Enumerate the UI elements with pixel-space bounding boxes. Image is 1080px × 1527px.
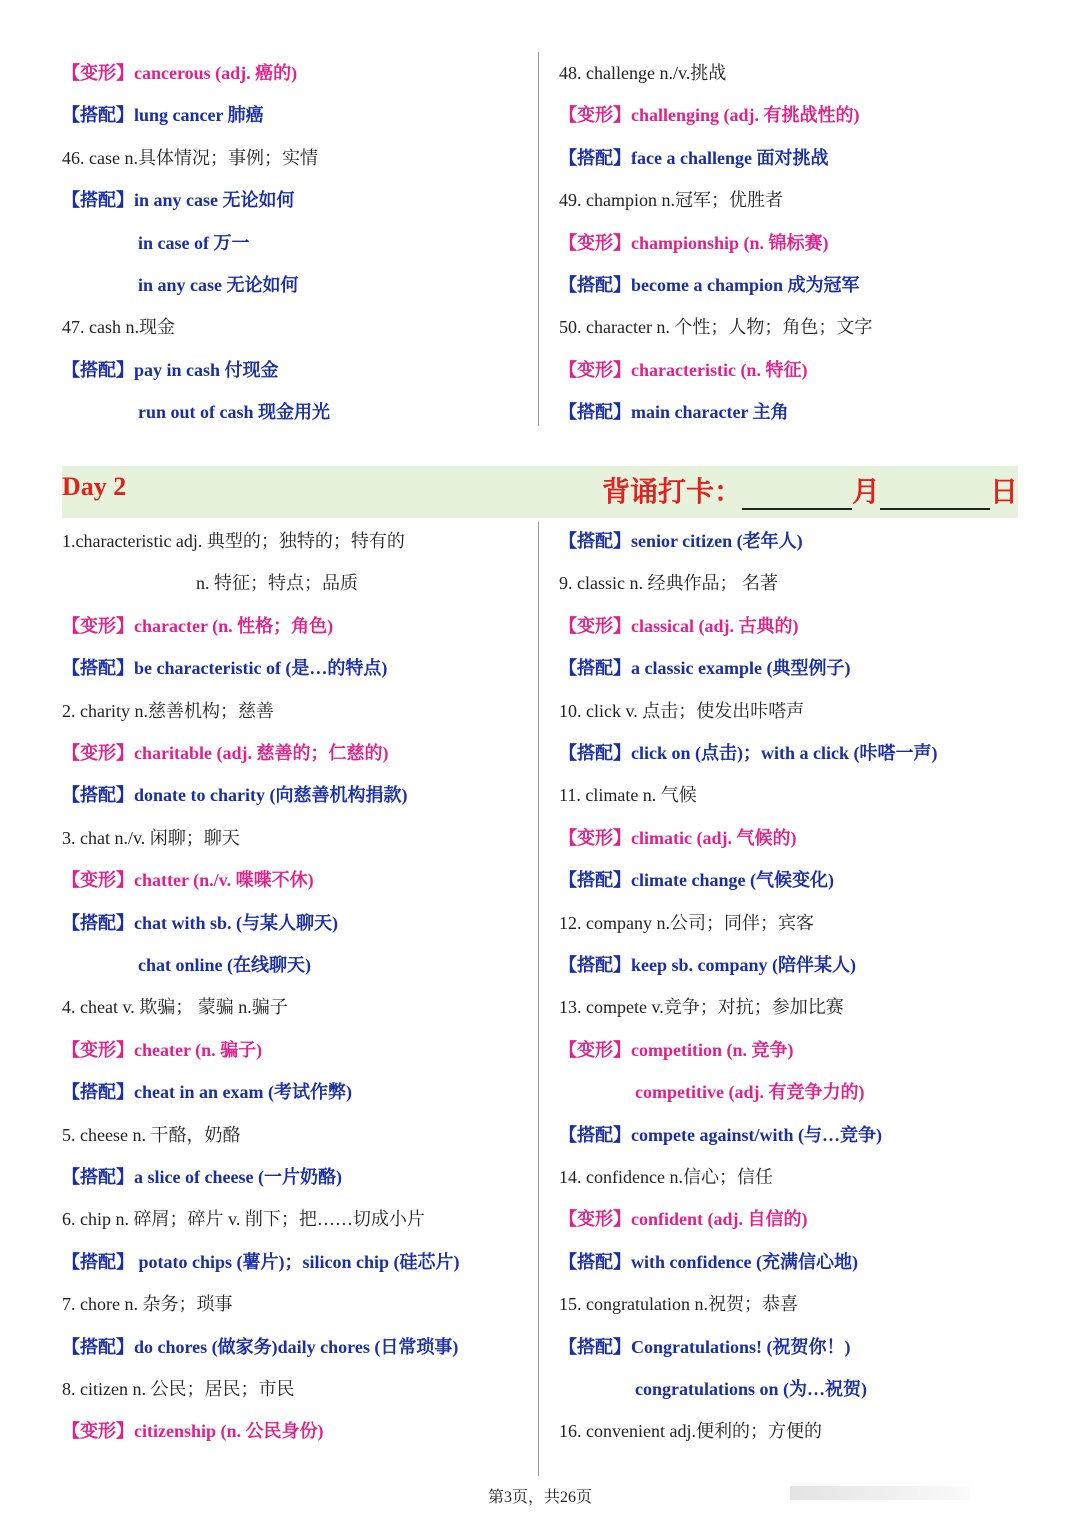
vocab-line: 【搭配】lung cancer 肺癌 <box>62 105 264 126</box>
vocab-line: 15. congratulation n.祝贺；恭喜 <box>559 1294 798 1315</box>
vocab-line: 11. climate n. 气候 <box>559 785 697 806</box>
vocab-line: 【搭配】chat with sb. (与某人聊天) <box>62 912 339 933</box>
vocab-line: 【搭配】with confidence (充满信心地) <box>559 1251 858 1272</box>
day-title: Day 2 <box>62 472 127 501</box>
vocab-line: 【搭配】a classic example (典型例子) <box>559 658 851 679</box>
vocab-line: 【搭配】climate change (气候变化) <box>559 870 834 891</box>
vocab-line: 【搭配】senior citizen (老年人) <box>559 531 803 551</box>
vocab-line: 【变形】chatter (n./v. 喋喋不休) <box>62 870 314 891</box>
vocab-line: 【变形】characteristic (n. 特征) <box>559 359 808 380</box>
checkin-label: 背诵打卡： <box>601 477 742 508</box>
vocab-line: 【搭配】donate to charity (向慈善机构捐款) <box>62 785 408 806</box>
vocab-line: 1.characteristic adj. 典型的；独特的；特有的 <box>62 531 405 551</box>
vocab-line: 【变形】classical (adj. 古典的) <box>559 615 799 636</box>
vocab-line: chat online (在线聊天) <box>138 955 311 975</box>
vocab-line: 47. cash n.现金 <box>62 317 175 338</box>
vocab-line: 【搭配】do chores (做家务)daily chores (日常琐事) <box>62 1336 459 1357</box>
vocab-line: 【搭配】cheat in an exam (考试作弊) <box>62 1082 352 1103</box>
vocab-line: 13. compete v.竞争；对抗；参加比赛 <box>559 997 844 1018</box>
vocab-line: 5. cheese n. 干酪，奶酪 <box>62 1124 241 1145</box>
vocab-line: 【搭配】in any case 无论如何 <box>62 190 295 211</box>
vocab-line: 【变形】cheater (n. 骗子) <box>62 1039 263 1060</box>
vocab-line: 14. confidence n.信心；信任 <box>559 1167 773 1187</box>
vocab-line: n. 特征；特点；品质 <box>196 573 358 594</box>
vocab-line: 【搭配】click on (点击)；with a click (咔嗒一声) <box>559 743 938 763</box>
vocab-line: 12. company n.公司；同伴；宾客 <box>559 912 814 933</box>
vocab-line: 【变形】character (n. 性格；角色) <box>62 615 334 636</box>
page-footer: 第3页，共26页 <box>487 1489 592 1506</box>
date-label: 日 <box>989 477 1018 508</box>
vocab-line: 【搭配】face a challenge 面对挑战 <box>559 147 829 168</box>
vocab-line: 【搭配】keep sb. company (陪伴某人) <box>559 955 857 975</box>
vocab-line: 50. character n. 个性；人物；角色；文字 <box>559 317 873 338</box>
month-label: 月 <box>851 477 880 508</box>
vocab-line: 3. chat n./v. 闲聊；聊天 <box>62 827 240 848</box>
vocab-line: 【变形】challenging (adj. 有挑战性的) <box>559 105 860 126</box>
vocab-line: 【搭配】a slice of cheese (一片奶酪) <box>62 1167 342 1187</box>
vocab-line: 【变形】competition (n. 竞争) <box>559 1039 794 1060</box>
vocab-line: 【搭配】Congratulations! (祝贺你！) <box>559 1336 851 1357</box>
vocab-line: run out of cash 现金用光 <box>138 402 331 423</box>
vocab-line: 10. click v. 点击；使发出咔嗒声 <box>559 700 805 721</box>
checkin-field <box>602 470 1018 510</box>
vocab-line: 2. charity n.慈善机构；慈善 <box>62 700 274 721</box>
watermark-smudge <box>790 1486 970 1500</box>
bottom-column-divider <box>538 522 539 1476</box>
vocab-line: 【变形】cancerous (adj. 癌的) <box>62 63 298 83</box>
vocab-line: 48. challenge n./v.挑战 <box>559 63 727 83</box>
vocab-line: 【搭配】 potato chips (薯片)；silicon chip (硅芯片) <box>62 1251 460 1272</box>
date-blank[interactable] <box>880 484 990 510</box>
vocab-line: competitive (adj. 有竞争力的) <box>635 1082 865 1103</box>
vocab-line: 49. champion n.冠军；优胜者 <box>559 190 783 211</box>
vocab-line: 【变形】championship (n. 锦标赛) <box>559 232 829 253</box>
vocab-line: 4. cheat v. 欺骗； 蒙骗 n.骗子 <box>62 997 288 1018</box>
vocab-line: 【变形】citizenship (n. 公民身份) <box>62 1421 324 1442</box>
vocab-line: 7. chore n. 杂务；琐事 <box>62 1294 233 1315</box>
vocab-line: 【变形】climatic (adj. 气候的) <box>559 827 797 848</box>
vocab-line: in any case 无论如何 <box>138 275 299 295</box>
vocab-line: 【搭配】become a champion 成为冠军 <box>559 275 860 295</box>
vocab-line: 8. citizen n. 公民；居民；市民 <box>62 1379 295 1399</box>
vocab-line: 【搭配】be characteristic of (是…的特点) <box>62 658 388 679</box>
vocab-line: 【搭配】main character 主角 <box>559 402 789 423</box>
vocab-line: congratulations on (为…祝贺) <box>635 1379 868 1399</box>
vocab-line: 9. classic n. 经典作品； 名著 <box>559 573 778 594</box>
vocab-line: 46. case n.具体情况；事例；实情 <box>62 147 318 168</box>
vocab-line: 【搭配】pay in cash 付现金 <box>62 359 279 380</box>
vocab-line: in case of 万一 <box>138 232 250 253</box>
vocab-line: 【搭配】compete against/with (与…竞争) <box>559 1124 882 1145</box>
vocab-line: 【变形】charitable (adj. 慈善的；仁慈的) <box>62 743 389 763</box>
month-blank[interactable] <box>742 484 852 510</box>
top-column-divider <box>538 52 539 426</box>
vocab-line: 6. chip n. 碎屑；碎片 v. 削下；把……切成小片 <box>62 1209 425 1230</box>
vocab-line: 【变形】confident (adj. 自信的) <box>559 1209 808 1230</box>
vocab-line: 16. convenient adj.便利的；方便的 <box>559 1421 822 1442</box>
